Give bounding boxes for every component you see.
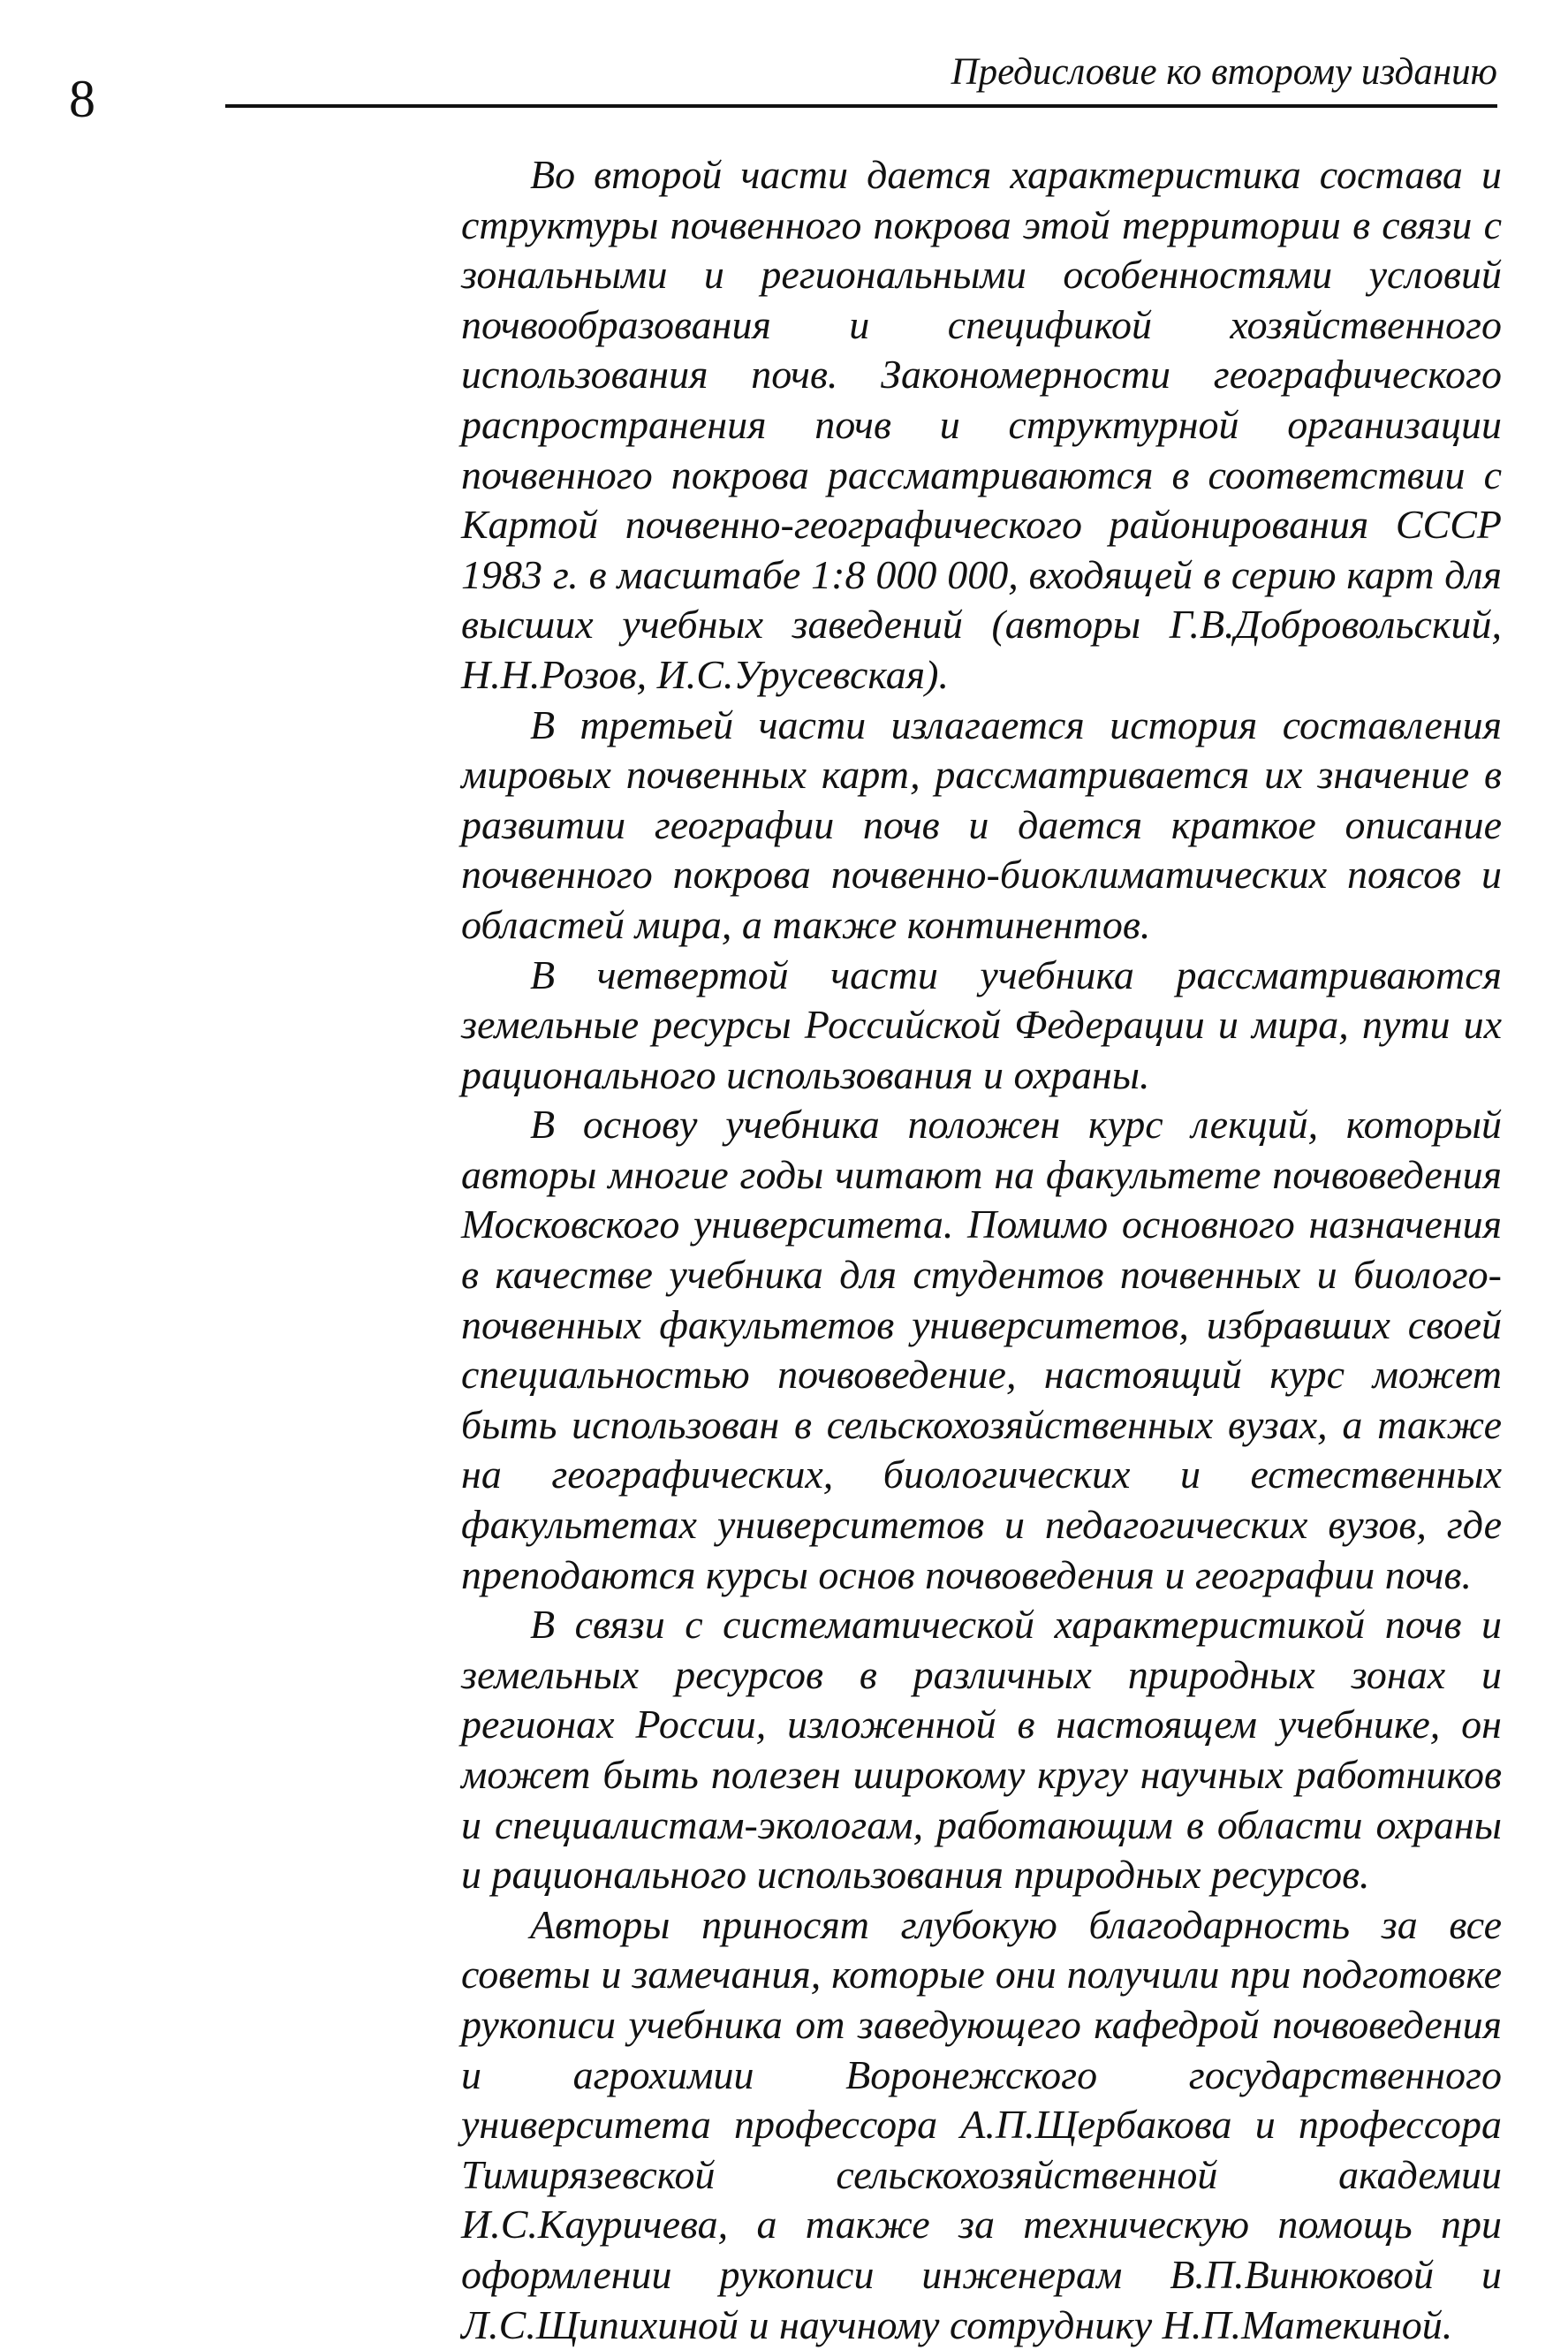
paragraph-course-basis: В основу учебника положен курс лекций, который авторы многие годы читают на факультете почвоведения Московского университета. Помимо основного назначения в качестве учебника для студентов почвенных и биолого-почвенных факультетов университетов, избравших своей специальностью почвоведение, настоящий курс может быть использован в сельскохозяйственных вузах, а также на географических, биологических и естественных факультетах университетов и педагогических вузов, где преподаются курсы основ почвоведения и географии почв. xyxy=(461,1102,1502,1597)
paragraph-part-two: Во второй части дается характеристика состава и структуры почвенного покрова этой территории в связи с зональными и региональными особенностями условий почвообразования и спецификой хозяйственного использования почв. Закономерности географического распространения почв и структурной организации почвенного покрова рассматриваются в соответствии с Картой почвенно-географического районирования СССР 1983 г. в масштабе 1:8 000 000, входящей в серию карт для высших учебных заведений (авторы Г.В.Добровольский, Н.Н.Розов, И.С.Урусевская). xyxy=(461,152,1502,697)
page-number: 8 xyxy=(69,70,95,128)
running-head: Предисловие ко второму изданию xyxy=(951,51,1497,93)
paragraph-usefulness: В связи с систематической характеристикой почв и земельных ресурсов в различных природных зонах и регионах России, изложенной в настоящем учебнике, он может быть полезен широкому кругу научных работников и специалистам-экологам, работающим в области охраны и рационального использования природных ресурсов. xyxy=(461,1602,1502,1898)
paragraph-part-three: В третьей части излагается история составления мировых почвенных карт, рассматривается их значение в развитии географии почв и дается краткое описание почвенного покрова почвенно-биоклиматических поясов и областей мира, а также континентов. xyxy=(461,701,1502,947)
paragraph-acknowledgements: Авторы приносят глубокую благодарность за все советы и замечания, которые они получили при подготовке рукописи учебника от заведующего кафедрой почвоведения и агрохимии Воронежского государственного университета профессора А.П.Щербакова и профессора Тимирязевской сельскохозяйственной академии И.С.Кауричева, а также за техническую помощь при оформлении рукописи инженерам В.П.Винюковой и Л.С.Щипихиной и научному сотруднику Н.П.Матекиной. xyxy=(461,1901,1502,2347)
body-text xyxy=(461,150,1502,2350)
header-rule xyxy=(225,104,1497,108)
paragraph-part-four: В четвертой части учебника рассматриваются земельные ресурсы Российской Федерации и мира, пути их рационального использования и охраны. xyxy=(461,951,1502,1097)
